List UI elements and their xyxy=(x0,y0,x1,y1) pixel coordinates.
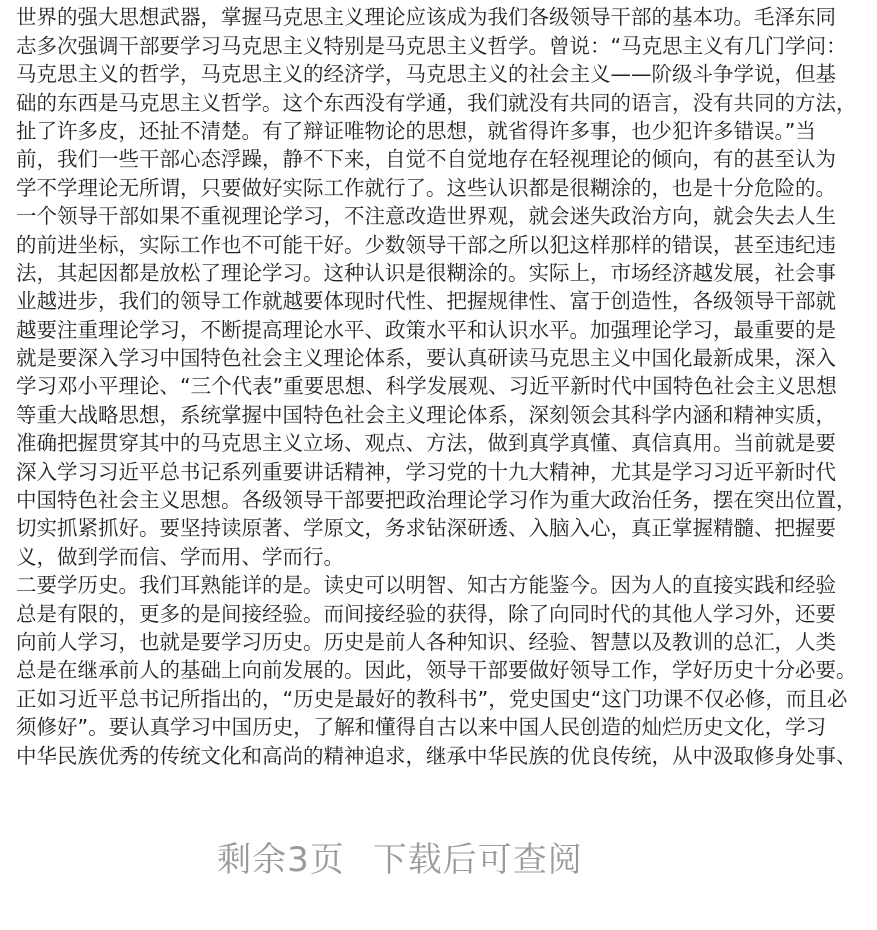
text-line: 法，其起因都是放松了理论学习。这种认识是很糊涂的。实际上，市场经济越发展，社会事 xyxy=(16,260,836,285)
text-line: 一个领导干部如果不重视理论学习，不注意改造世界观，就会迷失政治方向，就会失去人生 xyxy=(16,204,836,229)
text-line: 向前人学习，也就是要学习历史。历史是前人各种知识、经验、智慧以及教训的总汇，人类 xyxy=(16,629,836,654)
download-more-prompt[interactable] xyxy=(0,832,800,881)
text-line: 马克思主义的哲学，马克思主义的经济学，马克思主义的社会主义——阶级斗争学说，但基 xyxy=(16,62,836,87)
text-line: 志多次强调干部要学习马克思主义特别是马克思主义哲学。曾说：“马克思主义有几门学问： xyxy=(16,33,847,58)
text-line: 深入学习习近平总书记系列重要讲话精神，学习党的十九大精神，尤其是学习习近平新时代 xyxy=(16,459,836,484)
text-line: 扯了许多皮，还扯不清楚。有了辩证唯物论的思想，就省得许多事，也少犯许多错误。”当 xyxy=(16,118,816,143)
text-line: 义，做到学而信、学而用、学而行。 xyxy=(16,544,344,569)
text-line: 二要学历史。我们耳熟能详的是。读史可以明智、知古方能鉴今。因为人的直接实践和经验 xyxy=(16,573,836,598)
text-line: 总是有限的，更多的是间接经验。而间接经验的获得，除了向同时代的其他人学习外，还要 xyxy=(16,601,836,626)
text-line: 学不学理论无所谓，只要做好实际工作就行了。这些认识都是很糊涂的，也是十分危险的。 xyxy=(16,175,836,200)
remaining-pages-label[interactable]: 剩余3页 xyxy=(217,840,345,880)
text-line: 总是在继承前人的基础上向前发展的。因此，领导干部要做好领导工作，学好历史十分必要。 xyxy=(16,658,857,683)
text-line: 中国特色社会主义思想。各级领导干部要把政治理论学习作为重大政治任务，摆在突出位置， xyxy=(16,488,857,513)
document-body xyxy=(16,0,857,770)
text-line: 世界的强大思想武器，掌握马克思主义理论应该成为我们各级领导干部的基本功。毛泽东同 xyxy=(16,5,836,30)
text-line: 准确把握贯穿其中的马克思主义立场、观点、方法，做到真学真懂、真信真用。当前就是要 xyxy=(16,431,836,456)
text-line: 正如习近平总书记所指出的，“历史是最好的教科书”，党史国史“这门功课不仅必修，而且必 xyxy=(16,686,848,711)
text-line: 越要注重理论学习，不断提高理论水平、政策水平和认识水平。加强理论学习，最重要的是 xyxy=(16,317,836,342)
text-line: 就是要深入学习中国特色社会主义理论体系，要认真研读马克思主义中国化最新成果，深入 xyxy=(16,346,836,371)
text-line: 等重大战略思想，系统掌握中国特色社会主义理论体系，深刻领会其科学内涵和精神实质， xyxy=(16,402,836,427)
text-line: 切实抓紧抓好。要坚持读原著、学原文，务求钻深研透、入脑入心，真正掌握精髓、把握要 xyxy=(16,516,836,541)
text-line: 业越进步，我们的领导工作就越要体现时代性、把握规律性、富于创造性，各级领导干部就 xyxy=(16,289,836,314)
text-line: 学习邓小平理论、“三个代表”重要思想、科学发展观、习近平新时代中国特色社会主义思想 xyxy=(16,374,837,399)
text-line: 础的东西是马克思主义哲学。这个东西没有学通，我们就没有共同的语言，没有共同的方法， xyxy=(16,90,857,115)
text-line: 中华民族优秀的传统文化和高尚的精神追求，继承中华民族的优良传统，从中汲取修身处事、 xyxy=(16,743,857,768)
text-line: 前，我们一些干部心态浮躁，静不下来，自觉不自觉地存在轻视理论的倾向，有的甚至认为 xyxy=(16,147,836,172)
text-line: 的前进坐标，实际工作也不可能干好。少数领导干部之所以犯这样那样的错误，甚至违纪违 xyxy=(16,232,836,257)
download-to-view-label[interactable]: 下载后可查阅 xyxy=(372,840,583,880)
text-line: 须修好”。要认真学习中国历史，了解和懂得自古以来中国人民创造的灿烂历史文化，学习 xyxy=(16,715,827,740)
